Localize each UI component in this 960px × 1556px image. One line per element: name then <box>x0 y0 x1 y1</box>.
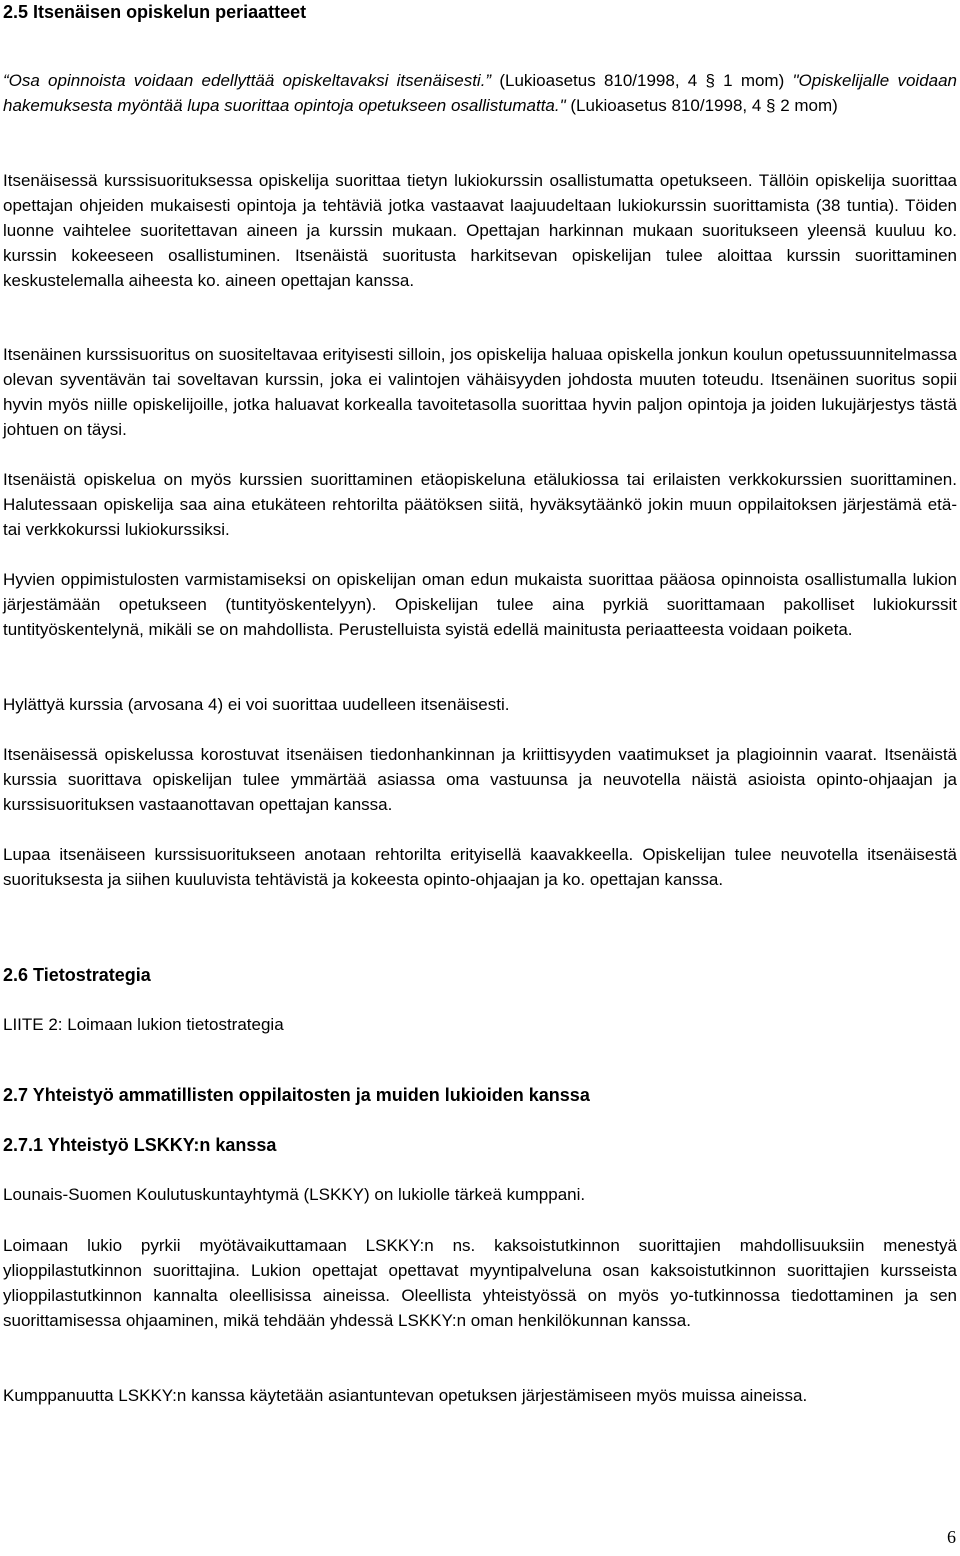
paragraph-text: Hyvien oppimistulosten varmistamiseksi on opiskelijan oman edun mukaista suorittaa pääosa opinnoista osallistumalla lukion järjestämään opetukseen (tuntityöskentelyyn). Opiskelijan tulee aina pyrkiä suorittamaan pakolliset lukiokurssit tuntityöskentelynä, mikäli se on mahdollista. Perustelluista syistä edellä mainitusta periaatteesta voidaan poiketa. <box>3 570 957 639</box>
paragraph <box>3 692 957 717</box>
paragraph <box>3 742 957 817</box>
paragraph <box>3 1012 957 1037</box>
paragraph-text: Kumppanuutta LSKKY:n kanssa käytetään asiantuntevan opetuksen järjestämiseen myös muissa aineissa. <box>3 1386 808 1405</box>
paragraph-text: LIITE 2: Loimaan lukion tietostrategia <box>3 1015 284 1034</box>
quote-block <box>3 68 957 118</box>
section-2-7-1-heading <box>3 1133 957 1157</box>
section-2-7-heading <box>3 1083 957 1107</box>
section-2-5-heading <box>3 0 957 24</box>
paragraph <box>3 467 957 542</box>
paragraph-text: Itsenäisessä opiskelussa korostuvat itsenäisen tiedonhankinnan ja kriittisyyden vaatimukset ja plagioinnin vaarat. Itsenäistä kurssia suorittava opiskelijan tulee ymmärtää asiassa oma vastuunsa ja neuvotella näistä asioista opinto-ohjaajan ja kurssisuorituksen vastaanottavan opettajan kanssa. <box>3 745 957 814</box>
paragraph-text: Hylättyä kurssia (arvosana 4) ei voi suorittaa uudelleen itsenäisesti. <box>3 695 510 714</box>
section-title: 2.5 Itsenäisen opiskelun periaatteet <box>3 2 307 22</box>
paragraph <box>3 1233 957 1333</box>
paragraph-text: Itsenäinen kurssisuoritus on suositeltavaa erityisesti silloin, jos opiskelija haluaa opiskella jonkun koulun opetussuunnitelmassa olevan syventävän tai soveltavan kurssin, joka ei valintojen vähäisyyden johdosta muuten toteudu. Itsenäinen suoritus sopii hyvin myös niille opiskelijoille, jotka haluavat korkealla tavoitetasolla suorittaa hyvin paljon opintoja ja joiden lukujärjestys tästä johtuen on täysi. <box>3 345 957 439</box>
paragraph-text: Lounais-Suomen Koulutuskuntayhtymä (LSKKY) on lukiolle tärkeä kumppani. <box>3 1185 586 1204</box>
paragraph <box>3 1182 957 1207</box>
section-title: 2.6 Tietostrategia <box>3 965 151 985</box>
paragraph <box>3 342 957 442</box>
quote-text-1: “Osa opinnoista voidaan edellyttää opiskeltavaksi itsenäisesti.” <box>3 71 492 90</box>
paragraph <box>3 1383 957 1408</box>
paragraph <box>3 567 957 642</box>
legal-quote <box>3 68 957 118</box>
page-number: 6 <box>947 1527 956 1547</box>
quote-reference-2: (Lukioasetus 810/1998, 4 § 2 mom) <box>570 96 838 115</box>
paragraph-text: Itsenäisessä kurssisuorituksessa opiskelija suorittaa tietyn lukiokurssin osallistumatta opetukseen. Tällöin opiskelija suorittaa opettajan ohjeiden mukaisesti opintoja ja tehtäviä jotka vastaavat laajuudeltaan lukiokurssin suorittamista (38 tuntia). Töiden luonne vaihtelee suoritettavan aineen ja kurssin mukaan. Opettajan harkinnan mukaan suoritukseen yleensä kuuluu ko. kurssin kokeeseen osallistuminen. Itsenäistä suoritusta harkitsevan opiskelijan tulee aloittaa kurssin suorittaminen keskustelemalla aiheesta ko. aineen opettajan kanssa. <box>3 171 957 290</box>
paragraph-text: Loimaan lukio pyrkii myötävaikuttamaan LSKKY:n ns. kaksoistutkinnon suorittajien mahdollisuuksiin menestyä ylioppilastutkinnon suorittajina. Lukion opettajat opettavat myyntipalveluna osan kaksoistutkinnon suorittajien kursseista ylioppilastutkinnon kannalta oleellisissa aineissa. Oleellista yhteistyössä on myös yo-tutkinnossa tiedottaminen ja sen suorittamisessa ohjaaminen, mikä tehdään yhdessä LSKKY:n oman henkilökunnan kanssa. <box>3 1236 957 1330</box>
section-2-6-heading <box>3 963 957 987</box>
quote-text-2: "Opiskelijalle voidaan hakemuksesta myöntää lupa suorittaa opintoja opetukseen osallistumatta." <box>3 71 958 115</box>
quote-reference-1: (Lukioasetus 810/1998, 4 § 1 mom) <box>499 71 785 90</box>
section-title: 2.7 Yhteistyö ammatillisten oppilaitosten ja muiden lukioiden kanssa <box>3 1085 590 1105</box>
paragraph <box>3 842 957 892</box>
paragraph-text: Itsenäistä opiskelua on myös kurssien suorittaminen etäopiskeluna etälukiossa tai erilaisten verkkokurssien suorittaminen. Halutessaan opiskelija saa aina etukäteen rehtorilta päätöksen siitä, hyväksytäänkö jokin muun oppilaitoksen järjestämä etä- tai verkkokurssi lukiokurssiksi. <box>3 470 957 539</box>
paragraph-text: Lupaa itsenäiseen kurssisuoritukseen anotaan rehtorilta erityisellä kaavakkeella. Opiskelijan tulee neuvotella itsenäisestä suorituksesta ja siihen kuuluvista tehtävistä ja kokeesta opinto-ohjaajan ja ko. opettajan kanssa. <box>3 845 957 889</box>
paragraph <box>3 168 957 293</box>
subsection-title: 2.7.1 Yhteistyö LSKKY:n kanssa <box>3 1135 277 1155</box>
